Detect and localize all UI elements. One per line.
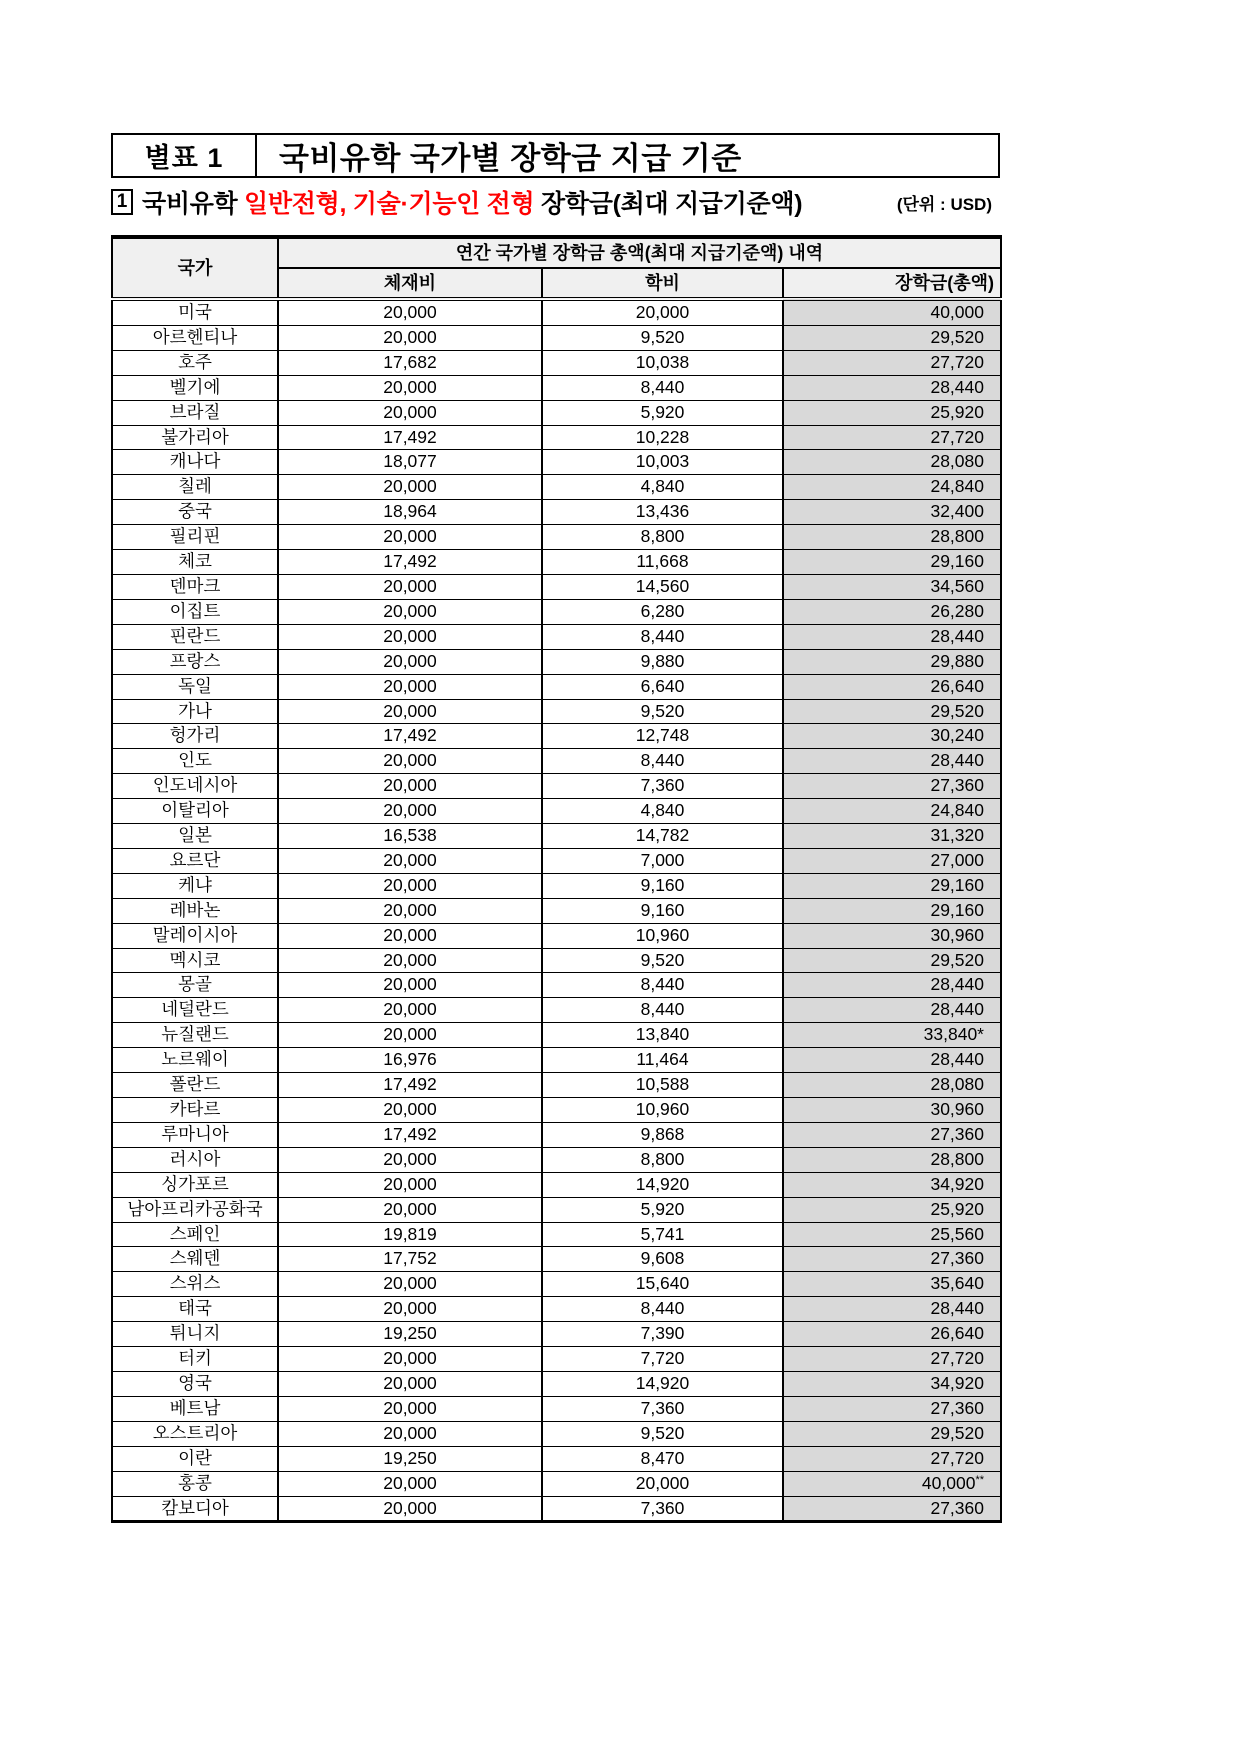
stay-cost-cell: 20,000 [278, 923, 542, 948]
total-scholarship-cell: 29,160 [783, 873, 1001, 898]
stay-cost-cell: 20,000 [278, 1421, 542, 1446]
tuition-cell: 11,464 [542, 1048, 783, 1073]
country-cell: 미국 [112, 299, 278, 325]
total-scholarship-cell: 27,000 [783, 848, 1001, 873]
country-cell: 체코 [112, 550, 278, 575]
header-stay: 체재비 [278, 268, 542, 299]
stay-cost-cell: 20,000 [278, 624, 542, 649]
stay-cost-cell: 20,000 [278, 375, 542, 400]
table-row [112, 1396, 1001, 1421]
tuition-cell: 8,440 [542, 375, 783, 400]
stay-cost-cell: 20,000 [278, 599, 542, 624]
country-cell: 벨기에 [112, 375, 278, 400]
total-scholarship-cell: 28,440 [783, 1297, 1001, 1322]
total-scholarship-cell: 25,920 [783, 1197, 1001, 1222]
total-scholarship-cell: 28,440 [783, 1048, 1001, 1073]
table-row [112, 400, 1001, 425]
country-cell: 이집트 [112, 599, 278, 624]
table-row [112, 898, 1001, 923]
table-header [112, 237, 1001, 299]
header-tuition: 학비 [542, 268, 783, 299]
table-row [112, 325, 1001, 350]
total-scholarship-cell: 26,640 [783, 674, 1001, 699]
table-row [112, 774, 1001, 799]
tuition-cell: 7,720 [542, 1347, 783, 1372]
table-row [112, 699, 1001, 724]
total-scholarship-cell: 30,240 [783, 724, 1001, 749]
tuition-cell: 10,228 [542, 425, 783, 450]
tuition-cell: 4,840 [542, 475, 783, 500]
stay-cost-cell: 20,000 [278, 1197, 542, 1222]
country-cell: 멕시코 [112, 948, 278, 973]
country-cell: 헝가리 [112, 724, 278, 749]
tuition-cell: 10,003 [542, 450, 783, 475]
country-cell: 핀란드 [112, 624, 278, 649]
stay-cost-cell: 20,000 [278, 1172, 542, 1197]
tuition-cell: 7,360 [542, 1396, 783, 1421]
country-cell: 노르웨이 [112, 1048, 278, 1073]
total-scholarship-cell: 28,080 [783, 450, 1001, 475]
table-row [112, 1247, 1001, 1272]
subtitle-text [142, 184, 802, 220]
table-row [112, 574, 1001, 599]
stay-cost-cell: 18,964 [278, 500, 542, 525]
total-scholarship-cell: 29,160 [783, 550, 1001, 575]
subtitle-prefix: 국비유학 [142, 190, 245, 218]
country-cell: 불가리아 [112, 425, 278, 450]
total-scholarship-cell: 34,920 [783, 1371, 1001, 1396]
country-cell: 프랑스 [112, 649, 278, 674]
stay-cost-cell: 19,250 [278, 1446, 542, 1471]
total-scholarship-cell: 27,720 [783, 425, 1001, 450]
table-row [112, 873, 1001, 898]
total-scholarship-cell: 30,960 [783, 923, 1001, 948]
stay-cost-cell: 20,000 [278, 1471, 542, 1496]
tuition-cell: 9,880 [542, 649, 783, 674]
total-scholarship-cell: 27,720 [783, 1347, 1001, 1372]
stay-cost-cell: 20,000 [278, 1371, 542, 1396]
section-number-box: 1 [111, 189, 133, 215]
tuition-cell: 8,440 [542, 998, 783, 1023]
tuition-cell: 8,470 [542, 1446, 783, 1471]
total-scholarship-cell: 27,360 [783, 1496, 1001, 1522]
country-cell: 레바논 [112, 898, 278, 923]
total-scholarship-cell: 26,280 [783, 599, 1001, 624]
country-cell: 러시아 [112, 1147, 278, 1172]
total-scholarship-cell: 27,720 [783, 1446, 1001, 1471]
country-cell: 몽골 [112, 973, 278, 998]
country-cell: 호주 [112, 350, 278, 375]
stay-cost-cell: 20,000 [278, 1396, 542, 1421]
tuition-cell: 9,520 [542, 325, 783, 350]
tuition-cell: 9,868 [542, 1122, 783, 1147]
table-row [112, 824, 1001, 849]
title-banner [111, 133, 1000, 178]
country-cell: 말레이시아 [112, 923, 278, 948]
tuition-cell: 6,640 [542, 674, 783, 699]
total-scholarship-cell: 34,920 [783, 1172, 1001, 1197]
total-scholarship-cell: 29,160 [783, 898, 1001, 923]
table-row [112, 1297, 1001, 1322]
country-cell: 브라질 [112, 400, 278, 425]
total-scholarship-cell: 32,400 [783, 500, 1001, 525]
table-row [112, 1446, 1001, 1471]
stay-cost-cell: 20,000 [278, 948, 542, 973]
table-row [112, 475, 1001, 500]
country-cell: 네덜란드 [112, 998, 278, 1023]
subtitle-highlight: 일반전형, 기술·기능인 전형 [244, 190, 535, 218]
tuition-cell: 8,800 [542, 525, 783, 550]
tuition-cell: 10,960 [542, 1098, 783, 1123]
tuition-cell: 14,560 [542, 574, 783, 599]
tuition-cell: 15,640 [542, 1272, 783, 1297]
table-row [112, 624, 1001, 649]
table-row [112, 973, 1001, 998]
stay-cost-cell: 20,000 [278, 699, 542, 724]
table-row [112, 299, 1001, 325]
table-row [112, 1048, 1001, 1073]
total-scholarship-cell: 25,560 [783, 1222, 1001, 1247]
tuition-cell: 10,038 [542, 350, 783, 375]
stay-cost-cell: 20,000 [278, 299, 542, 325]
country-cell: 영국 [112, 1371, 278, 1396]
table-row [112, 749, 1001, 774]
table-row [112, 674, 1001, 699]
total-scholarship-cell: 29,520 [783, 948, 1001, 973]
table-row [112, 923, 1001, 948]
total-scholarship-cell: 40,000 [783, 299, 1001, 325]
tuition-cell: 7,000 [542, 848, 783, 873]
country-cell: 칠레 [112, 475, 278, 500]
stay-cost-cell: 20,000 [278, 1297, 542, 1322]
table-row [112, 1421, 1001, 1446]
total-scholarship-cell: 27,720 [783, 350, 1001, 375]
tuition-cell: 5,920 [542, 1197, 783, 1222]
page-title: 국비유학 국가별 장학금 지급 기준 [279, 141, 742, 176]
stay-cost-cell: 17,492 [278, 425, 542, 450]
stay-cost-cell: 20,000 [278, 325, 542, 350]
table-row [112, 1197, 1001, 1222]
country-cell: 이란 [112, 1446, 278, 1471]
table-row [112, 450, 1001, 475]
table-row [112, 550, 1001, 575]
country-cell: 스웨덴 [112, 1247, 278, 1272]
tuition-cell: 14,920 [542, 1371, 783, 1396]
total-scholarship-cell: 28,800 [783, 525, 1001, 550]
total-scholarship-cell: 33,840* [783, 1023, 1001, 1048]
tuition-cell: 20,000 [542, 1471, 783, 1496]
tuition-cell: 9,160 [542, 898, 783, 923]
stay-cost-cell: 20,000 [278, 873, 542, 898]
tuition-cell: 9,520 [542, 948, 783, 973]
total-scholarship-cell: 29,520 [783, 1421, 1001, 1446]
stay-cost-cell: 17,492 [278, 724, 542, 749]
tuition-cell: 14,782 [542, 824, 783, 849]
stay-cost-cell: 17,682 [278, 350, 542, 375]
country-cell: 태국 [112, 1297, 278, 1322]
table-row [112, 1172, 1001, 1197]
tuition-cell: 8,800 [542, 1147, 783, 1172]
table-row [112, 1147, 1001, 1172]
table-row [112, 1471, 1001, 1496]
country-cell: 케냐 [112, 873, 278, 898]
country-cell: 남아프리카공화국 [112, 1197, 278, 1222]
header-country: 국가 [112, 237, 278, 299]
tuition-cell: 7,360 [542, 774, 783, 799]
footnote-marker: ** [975, 1473, 984, 1486]
table-row [112, 1371, 1001, 1396]
table-row [112, 599, 1001, 624]
tuition-cell: 4,840 [542, 799, 783, 824]
section-subtitle [111, 184, 1000, 220]
tuition-cell: 8,440 [542, 624, 783, 649]
table-row [112, 1122, 1001, 1147]
tuition-cell: 6,280 [542, 599, 783, 624]
tuition-cell: 14,920 [542, 1172, 783, 1197]
table-row [112, 1347, 1001, 1372]
tuition-cell: 9,608 [542, 1247, 783, 1272]
header-group: 연간 국가별 장학금 총액(최대 지급기준액) 내역 [278, 237, 1001, 268]
table-row [112, 948, 1001, 973]
annex-tag: 별표 1 [113, 135, 257, 176]
tuition-cell: 11,668 [542, 550, 783, 575]
scholarship-table [111, 235, 1002, 1523]
stay-cost-cell: 20,000 [278, 749, 542, 774]
table-row [112, 500, 1001, 525]
country-cell: 홍콩 [112, 1471, 278, 1496]
stay-cost-cell: 20,000 [278, 799, 542, 824]
stay-cost-cell: 16,976 [278, 1048, 542, 1073]
total-scholarship-cell: 29,520 [783, 325, 1001, 350]
country-cell: 덴마크 [112, 574, 278, 599]
total-scholarship-cell: 25,920 [783, 400, 1001, 425]
country-cell: 폴란드 [112, 1073, 278, 1098]
stay-cost-cell: 17,752 [278, 1247, 542, 1272]
stay-cost-cell: 20,000 [278, 400, 542, 425]
total-scholarship-cell: 26,640 [783, 1322, 1001, 1347]
stay-cost-cell: 20,000 [278, 1098, 542, 1123]
total-scholarship-cell: 28,440 [783, 624, 1001, 649]
stay-cost-cell: 18,077 [278, 450, 542, 475]
table-row [112, 1023, 1001, 1048]
total-scholarship-cell: 24,840 [783, 799, 1001, 824]
tuition-cell: 20,000 [542, 299, 783, 325]
stay-cost-cell: 20,000 [278, 1147, 542, 1172]
stay-cost-cell: 16,538 [278, 824, 542, 849]
stay-cost-cell: 20,000 [278, 525, 542, 550]
country-cell: 캄보디아 [112, 1496, 278, 1522]
stay-cost-cell: 20,000 [278, 998, 542, 1023]
tuition-cell: 8,440 [542, 749, 783, 774]
stay-cost-cell: 20,000 [278, 898, 542, 923]
stay-cost-cell: 17,492 [278, 1073, 542, 1098]
total-scholarship-cell: 27,360 [783, 774, 1001, 799]
total-scholarship-cell: 35,640 [783, 1272, 1001, 1297]
table-row [112, 649, 1001, 674]
table-row [112, 724, 1001, 749]
unit-label: (단위 : USD) [896, 194, 992, 214]
total-scholarship-cell: 28,800 [783, 1147, 1001, 1172]
country-cell: 일본 [112, 824, 278, 849]
country-cell: 오스트리아 [112, 1421, 278, 1446]
total-scholarship-cell: 28,440 [783, 998, 1001, 1023]
total-scholarship-cell: 40,000** [783, 1471, 1001, 1496]
tuition-cell: 10,960 [542, 923, 783, 948]
country-cell: 뉴질랜드 [112, 1023, 278, 1048]
table-row [112, 1322, 1001, 1347]
table-row [112, 1073, 1001, 1098]
stay-cost-cell: 19,250 [278, 1322, 542, 1347]
tuition-cell: 9,520 [542, 1421, 783, 1446]
country-cell: 요르단 [112, 848, 278, 873]
tuition-cell: 10,588 [542, 1073, 783, 1098]
total-scholarship-cell: 24,840 [783, 475, 1001, 500]
country-cell: 독일 [112, 674, 278, 699]
table-row [112, 1272, 1001, 1297]
total-scholarship-cell: 28,440 [783, 749, 1001, 774]
stay-cost-cell: 20,000 [278, 1347, 542, 1372]
country-cell: 루마니아 [112, 1122, 278, 1147]
country-cell: 터키 [112, 1347, 278, 1372]
stay-cost-cell: 17,492 [278, 1122, 542, 1147]
tuition-cell: 7,390 [542, 1322, 783, 1347]
total-scholarship-cell: 29,520 [783, 699, 1001, 724]
table-row [112, 1098, 1001, 1123]
table-body [112, 299, 1001, 1522]
total-scholarship-cell: 28,440 [783, 375, 1001, 400]
tuition-cell: 5,741 [542, 1222, 783, 1247]
table-row [112, 525, 1001, 550]
tuition-cell: 8,440 [542, 973, 783, 998]
stay-cost-cell: 20,000 [278, 475, 542, 500]
table-row [112, 375, 1001, 400]
tuition-cell: 13,840 [542, 1023, 783, 1048]
tuition-cell: 9,160 [542, 873, 783, 898]
stay-cost-cell: 20,000 [278, 774, 542, 799]
table-row [112, 848, 1001, 873]
stay-cost-cell: 20,000 [278, 1496, 542, 1522]
country-cell: 중국 [112, 500, 278, 525]
stay-cost-cell: 20,000 [278, 848, 542, 873]
total-scholarship-cell: 27,360 [783, 1247, 1001, 1272]
country-cell: 가나 [112, 699, 278, 724]
country-cell: 스페인 [112, 1222, 278, 1247]
table-row [112, 1222, 1001, 1247]
stay-cost-cell: 17,492 [278, 550, 542, 575]
table-row [112, 350, 1001, 375]
table-row [112, 998, 1001, 1023]
country-cell: 카타르 [112, 1098, 278, 1123]
country-cell: 스위스 [112, 1272, 278, 1297]
table-row [112, 425, 1001, 450]
stay-cost-cell: 20,000 [278, 574, 542, 599]
table-row [112, 799, 1001, 824]
country-cell: 인도네시아 [112, 774, 278, 799]
country-cell: 캐나다 [112, 450, 278, 475]
total-scholarship-cell: 31,320 [783, 824, 1001, 849]
stay-cost-cell: 20,000 [278, 973, 542, 998]
stay-cost-cell: 20,000 [278, 649, 542, 674]
tuition-cell: 9,520 [542, 699, 783, 724]
total-scholarship-cell: 29,880 [783, 649, 1001, 674]
country-cell: 이탈리아 [112, 799, 278, 824]
country-cell: 필리핀 [112, 525, 278, 550]
country-cell: 베트남 [112, 1396, 278, 1421]
tuition-cell: 8,440 [542, 1297, 783, 1322]
total-scholarship-cell: 27,360 [783, 1122, 1001, 1147]
country-cell: 싱가포르 [112, 1172, 278, 1197]
total-scholarship-cell: 34,560 [783, 574, 1001, 599]
header-total: 장학금(총액) [783, 268, 1001, 299]
total-scholarship-cell: 30,960 [783, 1098, 1001, 1123]
tuition-cell: 12,748 [542, 724, 783, 749]
total-scholarship-cell: 27,360 [783, 1396, 1001, 1421]
tuition-cell: 5,920 [542, 400, 783, 425]
country-cell: 튀니지 [112, 1322, 278, 1347]
stay-cost-cell: 19,819 [278, 1222, 542, 1247]
stay-cost-cell: 20,000 [278, 1272, 542, 1297]
total-scholarship-cell: 28,440 [783, 973, 1001, 998]
stay-cost-cell: 20,000 [278, 1023, 542, 1048]
stay-cost-cell: 20,000 [278, 674, 542, 699]
total-scholarship-cell: 28,080 [783, 1073, 1001, 1098]
country-cell: 아르헨티나 [112, 325, 278, 350]
subtitle-suffix: 장학금(최대 지급기준액) [534, 190, 803, 218]
table-row [112, 1496, 1001, 1522]
country-cell: 인도 [112, 749, 278, 774]
tuition-cell: 13,436 [542, 500, 783, 525]
tuition-cell: 7,360 [542, 1496, 783, 1522]
